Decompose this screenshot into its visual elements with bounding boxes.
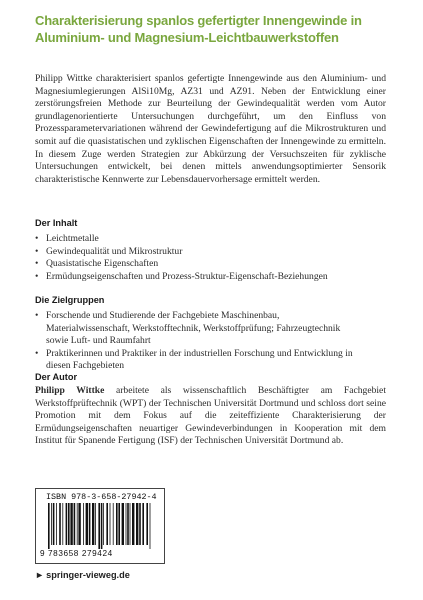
list-item: • Leichtmetalle	[35, 233, 375, 246]
list-item: • Ermüdungseigenschaften und Prozess-Struktur-Eigenschaft-Beziehungen	[35, 271, 335, 284]
heading-inhalt: Der Inhalt	[35, 218, 78, 228]
list-item: • Quasistatische Eigenschaften	[35, 258, 375, 271]
heading-zielgruppen: Die Zielgruppen	[35, 295, 105, 305]
zielgruppen-list	[35, 310, 375, 373]
publisher-website	[35, 570, 130, 580]
list-item: • Forschende und Studierende der Fachgebiete Maschinenbau, Materialwissenschaft, Werkstofftechnik, Werkstoffprüfung; Fahrzeugtechnik sowie Luft- und Raumfahrt	[35, 310, 353, 348]
heading-autor: Der Autor	[35, 372, 78, 382]
list-item: • Praktikerinnen und Praktiker in der industriellen Forschung und Entwicklung in diesen Fachgebieten	[35, 348, 353, 373]
list-item: • Gewindequalität und Mikrostruktur	[35, 246, 375, 259]
barcode-bars	[48, 503, 152, 549]
book-title: Charakterisierung spanlos gefertigter Innengewinde in Aluminium- und Magnesium-Leichtbauwerkstoffen	[35, 13, 362, 45]
author-name: Philipp Wittke	[35, 385, 105, 396]
author-paragraph	[35, 385, 386, 448]
author-bio: arbeitete als wissenschaftlich Beschäftigter am Fachgebiet Werkstoffprüftechnik (WPT) der Technischen Universität Dortmund und schloss dort seine Promotion mit dem Fokus auf die zeiteffiziente Charakterisierung der Ermüdungseigenschaften neuartiger Gewindeverbindungen in Kooperation mit dem Institut für Spanende Fertigung (ISF) der Technischen Universität Dortmund ab.	[35, 385, 386, 447]
barcode-digits: 9 783658 279424	[40, 549, 113, 558]
website-text: springer-vieweg.de	[46, 570, 130, 580]
barcode-box	[35, 488, 165, 564]
inhalt-list	[35, 233, 375, 283]
isbn-label: ISBN 978-3-658-27942-4	[46, 492, 157, 502]
arrow-right-icon: ►	[35, 570, 45, 580]
intro-paragraph: Philipp Wittke charakterisiert spanlos gefertigte Innengewinde aus den Aluminium- und Magnesiumlegierungen AlSi10Mg, AZ31 und AZ91. Neben der Entwicklung einer zerstörungsfreien Methode zur Beurteilung der Gewindequalität werden vom Autor grundlagenorientierte Untersuchungen durchgeführt, um den Einfluss von Prozessparametervariationen während der Gewindefertigung auf die Mikrostrukturen und somit auf die quasistatischen und zyklischen Eigenschaften der Innengewinde zu ermitteln. In diesem Zuge werden Strategien zur Abkürzung der Versuchszeiten für zyklische Untersuchungen entwickelt, bei denen mittels anwendungsoptimierter Sensorik charakteristische Kennwerte zur Lebensdauervorhersage ermittelt werden.	[35, 73, 386, 185]
